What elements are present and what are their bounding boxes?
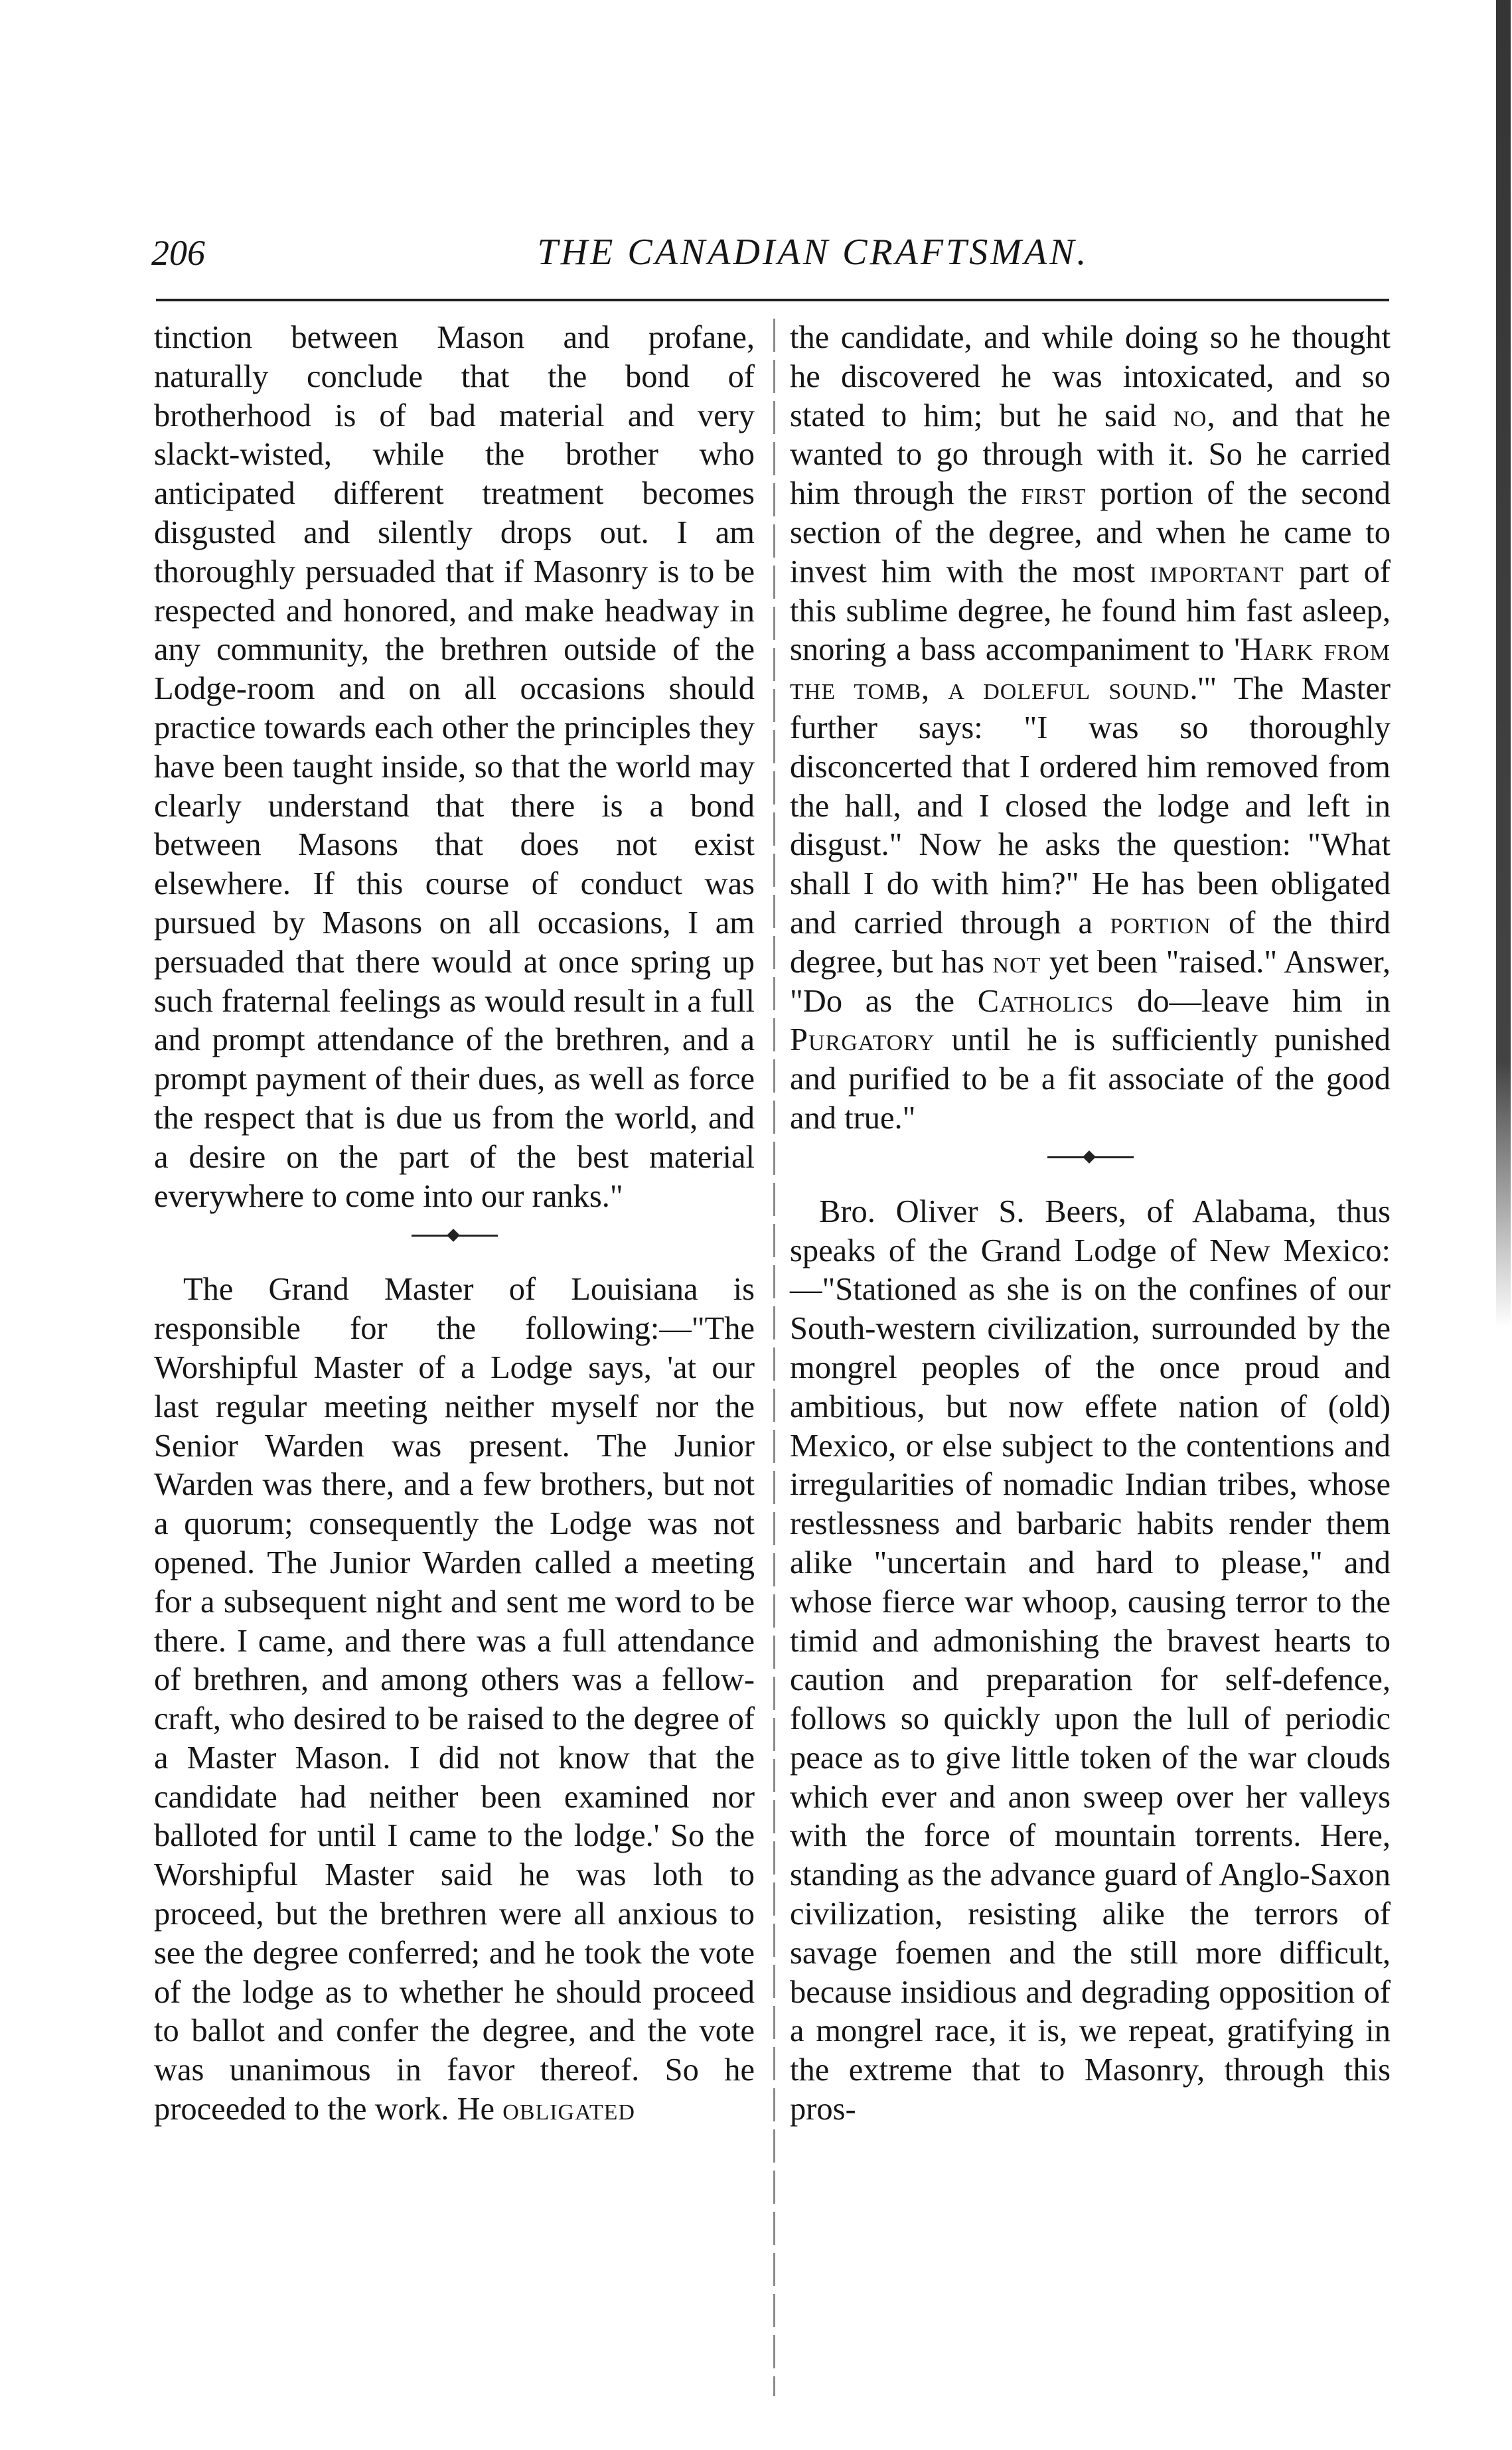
left-column	[154, 319, 755, 2129]
louisiana-text: The Grand Master of Louisiana is responsible for the following:—"The Worshipful Master of a Lodge says, 'at our last regular meeting neither myself nor the Senior Warden was present. The Junior Warden was there, and a few brothers, but not a quorum; consequently the Lodge was not opened. The Junior Warden called a meeting for a subsequent night and sent me word to be there. I came, and there was a full attendance of brethren, and among others was a fellow-craft, who desired to be raised to the degree of a Master Mason. I did not know that the candidate had neither been examined nor balloted for until I came to the lodge.' So the Worshipful Master said he was loth to proceed, but the brethren were all anxious to see the degree conferred; and he took the vote of the lodge as to whether he should proceed to ballot and confer the degree, and the vote was unanimous in favor thereof. So he proceeded to the work. He	[154, 1272, 755, 2127]
small-caps-important: important	[1150, 554, 1284, 589]
text-run: portion of the second section of the degree, and when he came to invest him with the most	[790, 476, 1391, 589]
section-ornament	[790, 1138, 1391, 1177]
text-run: until he is sufficiently punished and purified to be a fit associate of the good and true."	[790, 1022, 1391, 1136]
small-caps-obligated: obligated	[502, 2092, 635, 2127]
small-caps-purgatory: Purgatory	[790, 1022, 935, 1058]
small-caps-catholics: Catholics	[977, 983, 1114, 1019]
scan-edge-shadow	[1496, 0, 1511, 1328]
small-caps-not: not	[992, 944, 1041, 980]
text-run: of the third degree, but has	[790, 905, 1391, 980]
text-run: part of this sublime degree, he found him fast asleep, snoring a bass accompaniment to '	[790, 554, 1391, 668]
paragraph-candidate	[790, 319, 1391, 1138]
small-caps-first: first	[1021, 476, 1087, 512]
text-run: do—leave him in	[1114, 983, 1391, 1019]
text-run: the candidate, and while doing so he thought he discovered he was intoxicated, and so stated to him; but he said	[790, 320, 1391, 433]
text-run: , and that he wanted to go through with it. So he carried him through the	[790, 398, 1391, 512]
small-caps-no: no	[1173, 398, 1207, 433]
right-column	[790, 319, 1391, 2129]
paragraph-new-mexico: Bro. Oliver S. Beers, of Alabama, thus speaks of the Grand Lodge of New Mexico:—"Stationed as she is on the confines of our South-western civilization, surrounded by the mongrel peoples of the once proud and ambitious, but now effete nation of (old) Mexico, or else subject to the contentions and irregularities of nomadic Indian tribes, whose restlessness and barbaric habits render them alike "uncertain and hard to please," and whose fierce war whoop, causing terror to the timid and admonishing the bravest hearts to caution and preparation for self-defence, follows so quickly upon the lull of periodic peace as to give little token of the war clouds which ever and anon sweep over her valleys with the force of mountain torrents. Here, standing as the advance guard of Anglo-Saxon civilization, resisting alike the terrors of savage foemen and the still more difficult, because insidious and degrading opposition of a mongrel race, it is, we repeat, gratifying in the extreme that to Masonry, through this pros-	[790, 1193, 1391, 2127]
running-title: THE CANADIAN CRAFTSMAN.	[537, 232, 1089, 273]
paragraph-louisiana	[154, 1270, 755, 2129]
small-caps-hymn-title: Hark from the tomb, a doleful sound	[790, 632, 1391, 707]
page-number: 206	[151, 233, 205, 273]
small-caps-portion: portion	[1110, 905, 1211, 941]
section-ornament	[154, 1216, 755, 1255]
text-run: .'" The Master further says: "I was so thoroughly disconcerted that I ordered him removed from the hall, and I closed the lodge and left in disgust." Now he asks the question: "What shall I do with him?" He has been obligated and carried through a	[790, 671, 1391, 941]
header-rule	[229, 299, 1389, 301]
paragraph-masonry-conduct: tinction between Mason and profane, naturally conclude that the bond of brotherhood is of bad material and very slackt-wisted, while the brother who anticipated different treatment becomes disgusted and silently drops out. I am thoroughly persuaded that if Masonry is to be respected and honored, and make headway in any community, the brethren outside of the Lodge-room and on all occasions should practice towards each other the principles they have been taught inside, so that the world may clearly understand that there is a bond between Masons that does not exist elsewhere. If this course of conduct was pursued by Masons on all occasions, I am persuaded that there would at once spring up such fraternal feelings as would result in a full and prompt attendance of the brethren, and a prompt payment of their dues, as well as force the respect that is due us from the world, and a desire on the part of the best material everywhere to come into our ranks."	[154, 320, 755, 1214]
text-run: yet been "raised." Answer, "Do as the	[790, 944, 1391, 1019]
column-divider	[773, 319, 775, 2396]
